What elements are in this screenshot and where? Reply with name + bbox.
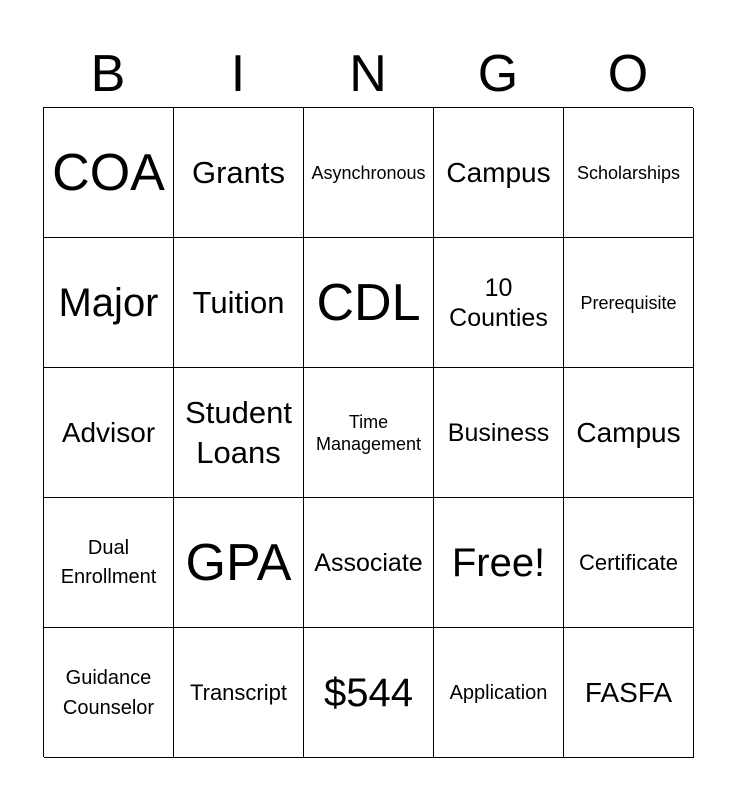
bingo-cell[interactable]	[44, 108, 174, 238]
cell-label: Transcript	[190, 680, 287, 705]
cell-label: $544	[324, 670, 413, 715]
cell-label: Asynchronous	[311, 162, 426, 183]
bingo-cell[interactable]	[174, 108, 304, 238]
cell-label: Time Management	[315, 411, 422, 454]
bingo-cell[interactable]	[564, 628, 694, 758]
cell-label: Campus	[446, 156, 551, 188]
cell-label: Tuition	[192, 284, 285, 320]
bingo-cell[interactable]	[564, 368, 694, 498]
cell-label: 10 Counties	[449, 273, 548, 332]
bingo-cell[interactable]	[564, 238, 694, 368]
cell-label: Advisor	[61, 416, 156, 448]
bingo-cell[interactable]	[44, 238, 174, 368]
bingo-header	[43, 40, 693, 108]
bingo-cell[interactable]	[304, 368, 434, 498]
bingo-cell[interactable]	[174, 238, 304, 368]
bingo-cell[interactable]	[434, 238, 564, 368]
cell-label: Major	[58, 280, 159, 325]
bingo-cell[interactable]	[304, 238, 434, 368]
cell-label: FASFA	[584, 676, 673, 708]
bingo-cell[interactable]	[304, 108, 434, 238]
bingo-cell[interactable]	[44, 498, 174, 628]
cell-label: Associate	[314, 548, 423, 577]
bingo-cell[interactable]	[304, 498, 434, 628]
bingo-cell[interactable]	[564, 108, 694, 238]
cell-label: Free!	[451, 540, 546, 585]
bingo-cell[interactable]	[434, 368, 564, 498]
cell-label: Application	[449, 681, 548, 704]
bingo-board	[43, 107, 693, 757]
cell-label: Student Loans	[185, 394, 292, 470]
bingo-cell[interactable]	[304, 628, 434, 758]
bingo-cell[interactable]	[174, 368, 304, 498]
cell-label: Scholarships	[576, 162, 681, 183]
bingo-cell[interactable]	[434, 498, 564, 628]
cell-label: GPA	[185, 533, 292, 592]
bingo-cell[interactable]	[174, 498, 304, 628]
cell-label: Dual Enrollment	[60, 536, 157, 588]
cell-label: Certificate	[578, 550, 679, 575]
cell-label: Guidance Counselor	[62, 666, 155, 719]
cell-label: CDL	[316, 273, 421, 332]
cell-label: Grants	[191, 154, 286, 190]
header-letter-g: G	[477, 45, 519, 103]
header-letter-n: N	[349, 45, 387, 103]
cell-label: COA	[52, 143, 165, 202]
cell-label: Prerequisite	[580, 292, 677, 313]
bingo-cell[interactable]	[44, 628, 174, 758]
header-letter-o: O	[607, 45, 649, 103]
bingo-cell[interactable]	[564, 498, 694, 628]
bingo-cell[interactable]	[44, 368, 174, 498]
bingo-cell[interactable]	[434, 108, 564, 238]
header-letter-b: B	[90, 45, 126, 103]
cell-label: Business	[447, 418, 550, 447]
bingo-cell[interactable]	[174, 628, 304, 758]
header-letter-i: I	[230, 45, 246, 103]
bingo-cell[interactable]	[434, 628, 564, 758]
cell-label: Campus	[576, 416, 681, 448]
